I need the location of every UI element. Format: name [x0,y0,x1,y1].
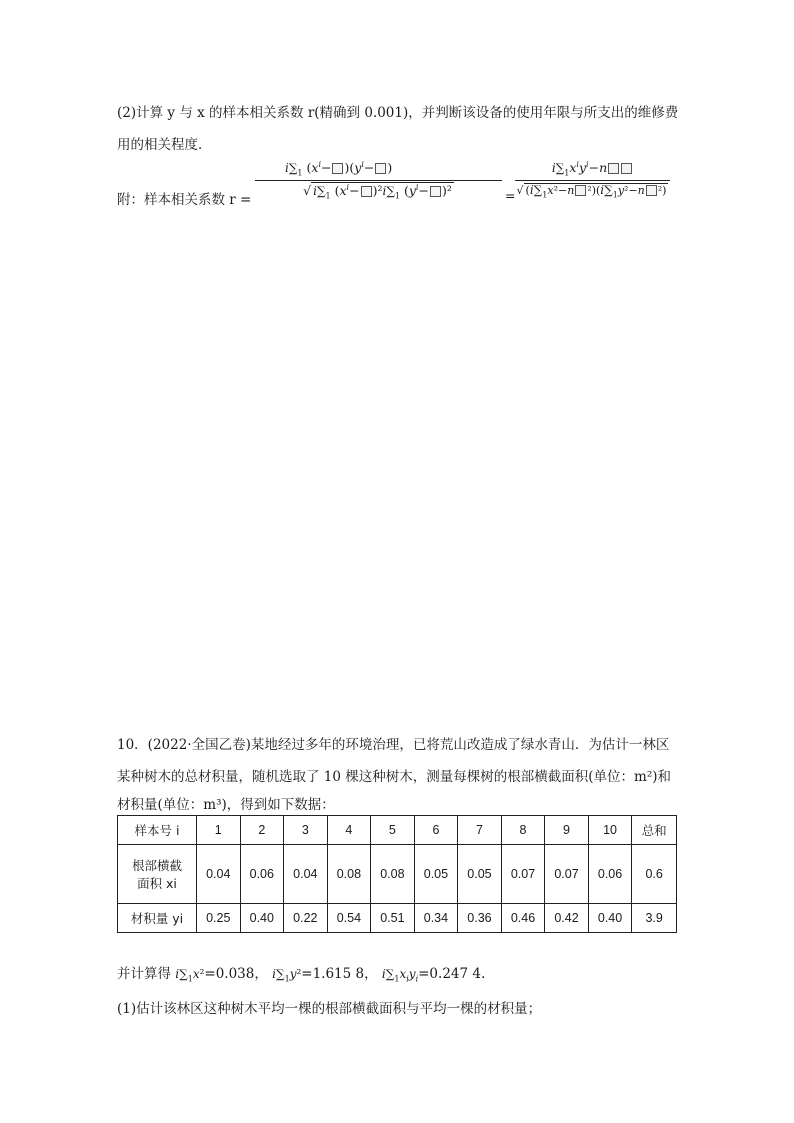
correlation-formula [117,160,667,240]
sums-prefix: 并计算得 [117,966,171,982]
table-cell: 0.08 [371,845,415,904]
appendix-prefix: 附：样本相关系数 r = [117,192,252,208]
table-cell: 0.06 [588,845,632,904]
sums-line [117,962,485,983]
sum-symbol-2: $i\sum_1y^2$ [272,967,302,984]
q10-line2: 某种树木的总材积量，随机选取了 10 棵这种树木，测量每棵树的根部横截面积(单位：m²)和 [117,769,672,785]
header-cell: 3 [284,816,328,845]
table-cell: 0.51 [371,904,415,933]
header-cell: 8 [501,816,545,845]
header-cell: 5 [371,816,415,845]
table-cell: 0.46 [501,904,545,933]
q10-line3: 材积量(单位：m³)，得到如下数据： [117,797,335,813]
header-label: 样本号 i [118,816,197,845]
table-row-x [118,845,677,904]
sum-symbol-3: $i\sum_1x_iy_i$ [381,967,419,984]
table-header-row [118,816,677,845]
table-cell: 0.34 [414,904,458,933]
header-cell: 1 [197,816,241,845]
formula-fraction-1: $i\sum_1$ $(x^i- )(y^i-$ ) √ $i\sum_1$ $(x^i- )^2i\sum_1$ $(y^i- )^2$ [255,160,502,200]
header-cell: 9 [545,816,589,845]
sum3-value: =0.247 4. [418,966,486,982]
sum-symbol-1: $i\sum_1x^2$ [175,967,205,984]
table-cell: 0.04 [197,845,241,904]
table-cell: 0.07 [545,845,589,904]
equals-sign: = [505,188,516,203]
header-cell: 4 [327,816,371,845]
table-cell: 0.42 [545,904,589,933]
header-cell: 6 [414,816,458,845]
table-cell: 0.04 [284,845,328,904]
table-cell: 0.25 [197,904,241,933]
table-cell: 0.06 [240,845,284,904]
table-cell: 0.54 [327,904,371,933]
row-x-label-line1: 根部横截 [131,858,182,873]
q9-part2-line1: (2)计算 y 与 x 的样本相关系数 r(精确到 0.001)，并判断该设备的使用年限与所支出的维修费 [117,105,679,121]
formula-fraction-2: $i\sum_1x^iy^i-n$ √ ($i\sum_1x^2-n$ $^2)(i\sum_1y^2-n$ ²) [515,160,670,199]
table-cell: 0.07 [501,845,545,904]
header-cell: 2 [240,816,284,845]
table-cell-total: 3.9 [632,904,677,933]
sum2-value: =1.615 8， [301,966,378,982]
q10-part1: (1)估计该林区这种树木平均一棵的根部横截面积与平均一棵的材积量； [117,1001,542,1017]
table-cell-total: 0.6 [632,845,677,904]
table-cell: 0.05 [414,845,458,904]
row-x-label [118,845,197,904]
q10-line1: 10．(2022·全国乙卷)某地经过多年的环境治理，已将荒山改造成了绿水青山．为估计一林区 [117,737,670,753]
header-cell-total: 总和 [632,816,677,845]
header-cell: 10 [588,816,632,845]
table-cell: 0.08 [327,845,371,904]
table-cell: 0.05 [458,845,502,904]
table-cell: 0.36 [458,904,502,933]
table-row-y [118,904,677,933]
table-cell: 0.22 [284,904,328,933]
row-y-label: 材积量 yi [118,904,197,933]
row-x-label-line2: 面积 xi [137,876,177,891]
sum1-value: =0.038， [204,966,268,982]
table-cell: 0.40 [588,904,632,933]
q9-part2-line2: 用的相关程度． [117,137,212,153]
table-cell: 0.40 [240,904,284,933]
header-cell: 7 [458,816,502,845]
data-table [117,815,677,933]
